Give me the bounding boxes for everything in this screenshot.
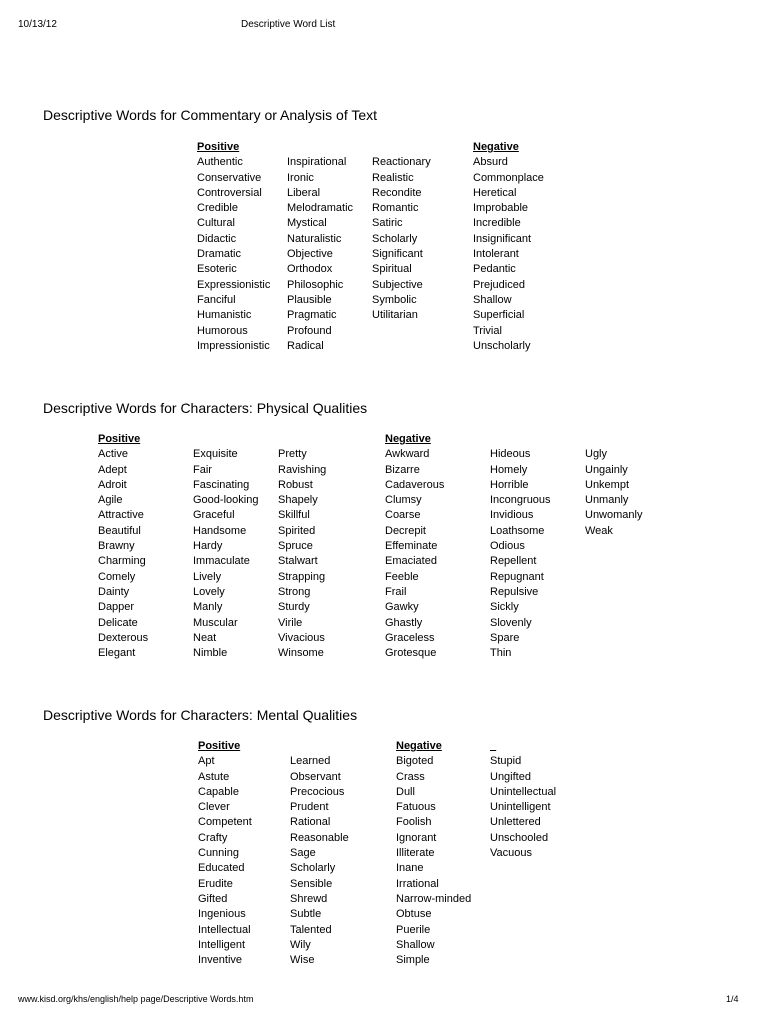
- word-item: Ravishing: [278, 463, 327, 476]
- word-item: Crass: [396, 770, 425, 783]
- word-column: [490, 739, 556, 861]
- word-item: Subjective: [372, 278, 423, 291]
- word-item: Scholarly: [372, 232, 418, 245]
- column-heading: [490, 432, 551, 447]
- word-item: Clumsy: [385, 494, 422, 507]
- word-item: Realistic: [372, 171, 414, 184]
- word-item: Fascinating: [193, 478, 250, 491]
- word-item: Bigoted: [396, 755, 434, 768]
- word-item: Cunning: [198, 847, 239, 860]
- word-item: Satiric: [372, 217, 403, 230]
- word-item: Weak: [585, 524, 613, 537]
- column-heading: _: [490, 740, 497, 752]
- word-item: Attractive: [98, 509, 144, 522]
- word-item: Immaculate: [193, 555, 250, 568]
- word-item: Adroit: [98, 478, 127, 491]
- print-title: Descriptive Word List: [241, 19, 336, 30]
- word-item: Spirited: [278, 524, 316, 537]
- word-item: Esoteric: [197, 263, 237, 276]
- word-item: Controversial: [197, 186, 262, 199]
- word-item: Adept: [98, 463, 127, 476]
- word-item: Fatuous: [396, 801, 436, 814]
- word-item: Stupid: [490, 755, 522, 768]
- word-item: Capable: [198, 785, 239, 798]
- word-item: Elegant: [98, 647, 136, 660]
- word-item: Subtle: [290, 908, 322, 921]
- word-item: Pragmatic: [287, 309, 337, 322]
- word-item: Prudent: [290, 801, 329, 814]
- word-item: Hardy: [193, 540, 223, 553]
- word-item: Symbolic: [372, 293, 417, 306]
- word-item: Trivial: [473, 324, 502, 337]
- word-item: Repulsive: [490, 585, 539, 598]
- word-item: Intolerant: [473, 248, 519, 261]
- word-item: Clever: [198, 801, 230, 814]
- word-item: Unschooled: [490, 831, 549, 844]
- word-column: [198, 739, 252, 968]
- section-title-commentary: Descriptive Words for Commentary or Analysis of Text: [43, 107, 378, 123]
- word-item: Brawny: [98, 540, 135, 553]
- word-item: Decrepit: [385, 524, 426, 537]
- word-item: Strapping: [278, 570, 326, 583]
- column-heading: [193, 432, 258, 447]
- word-item: Foolish: [396, 816, 432, 829]
- word-item: Beautiful: [98, 524, 141, 537]
- word-item: Impressionistic: [197, 339, 270, 352]
- footer-page-number: 1/4: [726, 994, 739, 1004]
- word-item: Strong: [278, 585, 311, 598]
- word-item: Invidious: [490, 509, 534, 522]
- word-item: Naturalistic: [287, 232, 342, 245]
- word-item: Intellectual: [198, 923, 251, 936]
- column-heading: [278, 432, 326, 447]
- word-item: Sickly: [490, 601, 519, 614]
- column-heading: Positive: [198, 740, 241, 752]
- word-item: Handsome: [193, 524, 247, 537]
- word-item: Unlettered: [490, 816, 541, 829]
- word-item: Ugly: [585, 448, 608, 461]
- word-item: Improbable: [473, 202, 529, 215]
- word-item: Humorous: [197, 324, 248, 337]
- word-item: Observant: [290, 770, 341, 783]
- word-item: Expressionistic: [197, 278, 271, 291]
- word-item: Authentic: [197, 156, 243, 169]
- word-item: Inspirational: [287, 156, 347, 169]
- word-item: Unkempt: [585, 478, 630, 491]
- word-item: Conservative: [197, 171, 262, 184]
- word-item: Winsome: [278, 647, 324, 660]
- word-item: Awkward: [385, 448, 430, 461]
- word-item: Odious: [490, 540, 525, 553]
- word-item: Dexterous: [98, 631, 149, 644]
- word-column: [278, 432, 326, 661]
- word-item: Dull: [396, 785, 415, 798]
- word-item: Muscular: [193, 616, 238, 629]
- word-item: Active: [98, 448, 128, 461]
- section-title-physical: Descriptive Words for Characters: Physical Qualities: [43, 400, 368, 416]
- word-column: [473, 140, 544, 354]
- word-item: Spiritual: [372, 263, 412, 276]
- word-item: Charming: [98, 555, 146, 568]
- column-heading: [372, 140, 431, 155]
- word-column: [490, 432, 551, 661]
- word-item: Ungifted: [490, 770, 531, 783]
- word-column: [585, 432, 642, 539]
- word-item: Repugnant: [490, 570, 544, 583]
- word-item: Humanistic: [197, 309, 252, 322]
- word-column: [290, 739, 349, 968]
- word-item: Graceful: [193, 509, 235, 522]
- word-item: Educated: [198, 862, 245, 875]
- word-item: Unintelligent: [490, 801, 551, 814]
- word-item: Learned: [290, 755, 331, 768]
- word-item: Shapely: [278, 494, 318, 507]
- word-item: Recondite: [372, 186, 422, 199]
- word-item: Vivacious: [278, 631, 325, 644]
- word-item: Dramatic: [197, 248, 242, 261]
- column-heading: Negative: [473, 141, 519, 153]
- column-heading: Negative: [385, 433, 431, 445]
- word-item: Superficial: [473, 309, 525, 322]
- word-item: Lovely: [193, 585, 225, 598]
- word-item: Ignorant: [396, 831, 437, 844]
- word-item: Shallow: [396, 938, 435, 951]
- word-item: Sage: [290, 847, 316, 860]
- word-item: Sturdy: [278, 601, 310, 614]
- word-item: Scholarly: [290, 862, 336, 875]
- print-date: 10/13/12: [18, 19, 57, 30]
- word-column: [396, 739, 471, 968]
- word-item: Agile: [98, 494, 123, 507]
- word-item: Absurd: [473, 156, 508, 169]
- word-item: Ungainly: [585, 463, 628, 476]
- word-item: Plausible: [287, 293, 332, 306]
- word-item: Bizarre: [385, 463, 420, 476]
- word-item: Repellent: [490, 555, 537, 568]
- word-item: Robust: [278, 478, 313, 491]
- word-item: Gifted: [198, 892, 228, 905]
- word-item: Spruce: [278, 540, 313, 553]
- word-item: Shrewd: [290, 892, 328, 905]
- word-column: [385, 432, 444, 661]
- word-item: Reasonable: [290, 831, 349, 844]
- word-item: Gawky: [385, 601, 419, 614]
- word-item: Vacuous: [490, 847, 532, 860]
- word-item: Mystical: [287, 217, 327, 230]
- word-item: Didactic: [197, 232, 237, 245]
- word-item: Objective: [287, 248, 333, 261]
- word-item: Unintellectual: [490, 785, 557, 798]
- word-item: Liberal: [287, 186, 321, 199]
- word-item: Astute: [198, 770, 230, 783]
- word-item: Incredible: [473, 217, 521, 230]
- word-item: Narrow-minded: [396, 892, 472, 905]
- word-item: Sensible: [290, 877, 333, 890]
- word-item: Simple: [396, 954, 430, 967]
- word-item: Slovenly: [490, 616, 532, 629]
- word-item: Unwomanly: [585, 509, 643, 522]
- word-item: Talented: [290, 923, 332, 936]
- word-item: Loathsome: [490, 524, 545, 537]
- word-item: Radical: [287, 339, 324, 352]
- word-item: Stalwart: [278, 555, 318, 568]
- word-item: Inventive: [198, 954, 243, 967]
- footer-url: www.kisd.org/khs/english/help page/Descriptive Words.htm: [18, 994, 254, 1004]
- word-item: Shallow: [473, 293, 512, 306]
- word-item: Philosophic: [287, 278, 344, 291]
- word-item: Prejudiced: [473, 278, 525, 291]
- word-item: Exquisite: [193, 448, 238, 461]
- word-item: Wise: [290, 954, 315, 967]
- word-item: Horrible: [490, 478, 529, 491]
- word-item: Virile: [278, 616, 303, 629]
- word-item: Profound: [287, 324, 332, 337]
- word-item: Fanciful: [197, 293, 236, 306]
- word-item: Apt: [198, 755, 215, 768]
- word-item: Credible: [197, 202, 238, 215]
- word-item: Heretical: [473, 186, 517, 199]
- word-item: Utilitarian: [372, 309, 418, 322]
- word-column: [197, 140, 270, 354]
- word-item: Emaciated: [385, 555, 437, 568]
- word-item: Good-looking: [193, 494, 259, 507]
- column-heading: Positive: [197, 141, 240, 153]
- word-item: Crafty: [198, 831, 228, 844]
- word-item: Intelligent: [198, 938, 246, 951]
- word-item: Inane: [396, 862, 424, 875]
- column-heading: [290, 739, 349, 754]
- word-item: Cultural: [197, 217, 235, 230]
- word-item: Effeminate: [385, 540, 438, 553]
- column-heading: Negative: [396, 740, 442, 752]
- word-item: Illiterate: [396, 847, 435, 860]
- column-heading: Positive: [98, 433, 141, 445]
- word-item: Neat: [193, 631, 217, 644]
- word-item: Grotesque: [385, 647, 437, 660]
- word-item: Melodramatic: [287, 202, 354, 215]
- column-heading: [585, 432, 642, 447]
- word-item: Unscholarly: [473, 339, 531, 352]
- word-item: Obtuse: [396, 908, 432, 921]
- word-item: Puerile: [396, 923, 431, 936]
- word-item: Significant: [372, 248, 423, 261]
- section-title-mental: Descriptive Words for Characters: Mental Qualities: [43, 707, 358, 723]
- word-item: Ironic: [287, 171, 314, 184]
- word-item: Hideous: [490, 448, 531, 461]
- word-item: Orthodox: [287, 263, 333, 276]
- word-item: Thin: [490, 647, 512, 660]
- word-item: Frail: [385, 585, 407, 598]
- column-heading: [287, 140, 353, 155]
- word-item: Nimble: [193, 647, 228, 660]
- word-column: [193, 432, 258, 661]
- word-item: Pedantic: [473, 263, 516, 276]
- word-item: Dainty: [98, 585, 130, 598]
- word-column: [98, 432, 148, 661]
- word-item: Unmanly: [585, 494, 629, 507]
- word-item: Romantic: [372, 202, 419, 215]
- word-item: Pretty: [278, 448, 307, 461]
- word-item: Homely: [490, 463, 528, 476]
- word-item: Reactionary: [372, 156, 431, 169]
- word-item: Ghastly: [385, 616, 423, 629]
- word-item: Coarse: [385, 509, 421, 522]
- word-item: Spare: [490, 631, 520, 644]
- word-item: Dapper: [98, 601, 135, 614]
- word-item: Cadaverous: [385, 478, 445, 491]
- word-item: Delicate: [98, 616, 138, 629]
- word-item: Feeble: [385, 570, 419, 583]
- word-item: Erudite: [198, 877, 233, 890]
- word-item: Insignificant: [473, 232, 532, 245]
- word-item: Precocious: [290, 785, 345, 798]
- word-item: Comely: [98, 570, 136, 583]
- word-item: Rational: [290, 816, 331, 829]
- word-item: Wily: [290, 938, 311, 951]
- word-item: Irrational: [396, 877, 439, 890]
- word-item: Graceless: [385, 631, 435, 644]
- word-column: [287, 140, 353, 354]
- word-item: Incongruous: [490, 494, 551, 507]
- word-item: Competent: [198, 816, 252, 829]
- word-item: Lively: [193, 570, 222, 583]
- word-column: [372, 140, 431, 324]
- word-item: Ingenious: [198, 908, 246, 921]
- word-item: Skillful: [278, 509, 310, 522]
- word-item: Manly: [193, 601, 223, 614]
- word-item: Fair: [193, 463, 212, 476]
- word-item: Commonplace: [473, 171, 544, 184]
